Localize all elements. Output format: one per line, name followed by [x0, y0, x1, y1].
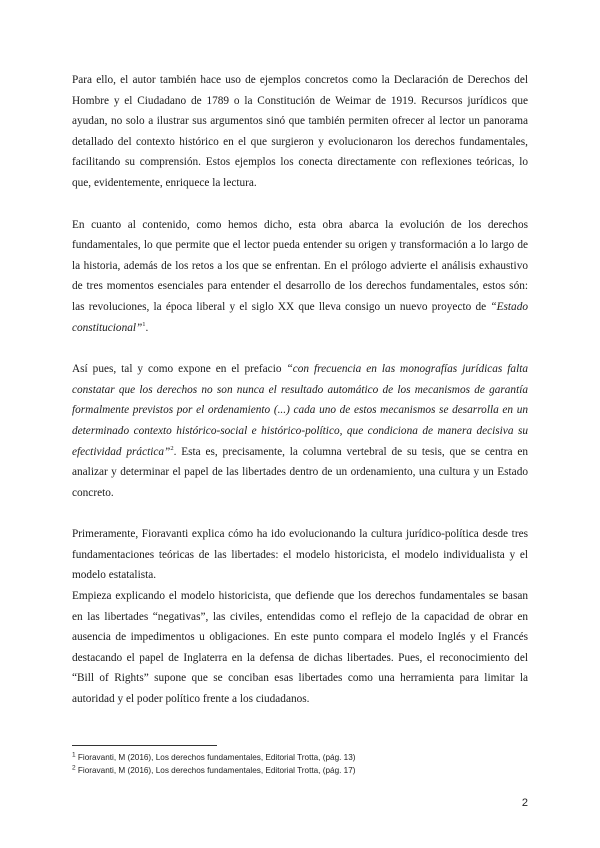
page-number: 2	[521, 797, 528, 809]
footnote-text: Fioravanti, M (2016), Los derechos fundamentales, Editorial Trotta, (pág. 13)	[75, 753, 356, 762]
footnote-text: Fioravanti, M (2016), Los derechos fundamentales, Editorial Trotta, (pág. 17)	[75, 765, 356, 775]
footnotes	[72, 752, 528, 777]
footnote-number: 1	[72, 751, 76, 759]
footnote-separator	[72, 745, 217, 746]
footnote-number: 2	[72, 763, 76, 771]
paragraph-5: Empieza explicando el modelo historicista, que defiende que los derechos fundamentales se basan en las libertades “negativas”, las civiles, entendidas como el reflejo de la capacidad de obrar en ausencia de impedimentos u obligaciones. En este punto compara el modelo Inglés y el Francés destacando el papel de Inglaterra en la defensa de dichas libertades. Pues, el reconocimiento del “Bill of Rights” supone que se conciban esas libertades como una herramienta para limitar la autoridad y el poder político frente a los ciudadanos.	[72, 590, 528, 706]
paragraph-3-quote: “con frecuencia en las monografías jurídicas falta constatar que los derechos no son nunca el resultado automático de los mecanismos de garantía formalmente previstos por el ordenamiento (...) cada uno de estos mecanismos se desarrolla en un determinado contexto histórico-social e histórico-político, que condiciona de manera decisiva su efectividad práctica”	[72, 363, 529, 458]
paragraph-1: Para ello, el autor también hace uso de ejemplos concretos como la Declaración de Derechos del Hombre y el Ciudadano de 1789 o la Constitución de Weimar de 1919. Recursos jurídicos que ayudan, no solo a ilustrar sus argumentos sinó que también permiten ofrecer al lector un panorama detallado del contexto histórico en el que surgieron y evolucionaron los derechos fundamentales, facilitando su comprensión. Estos ejemplos los conecta directamente con reflexiones teóricas, lo que, evidentemente, enriquece la lectura.	[72, 74, 528, 189]
paragraph-3-end: . Esta es, precisamente, la columna vertebral de su tesis, que se centra en analizar y determinar el papel de las libertades dentro de un ordenamiento, una cultura y un Estado concreto.	[72, 445, 528, 499]
paragraph-2-end: .	[145, 321, 149, 334]
paragraph-2	[72, 215, 528, 339]
footnote-ref-1[interactable]: 1	[142, 320, 146, 328]
footnote-item	[72, 752, 528, 765]
paragraph-4: Primeramente, Fioravanti explica cómo ha ido evolucionando la cultura jurídico-política desde tres fundamentaciones teóricas de las libertades: el modelo historicista, el modelo individualista y el modelo estatalista.	[72, 528, 528, 582]
paragraph-3-start: Así pues, tal y como expone en el prefacio	[72, 363, 287, 376]
paragraph-2-text: En cuanto al contenido, como hemos dicho, esta obra abarca la evolución de los derechos fundamentales, lo que permite que el lector pueda entender su origen y transformación a lo largo de la historia, además de los retos a los que se enfrentan. En el prólogo advierte el análisis exhaustivo de tres momentos esenciales para entender el desarrollo de los derechos fundamentales, estos són: las revoluciones, la época liberal y el siglo XX que lleva consigo un nuevo proyecto de	[72, 218, 528, 313]
paragraph-2-quote: “Estado constitucional”	[72, 300, 528, 334]
footnote-item	[72, 765, 528, 778]
paragraph-3	[72, 359, 528, 503]
body-text	[72, 70, 528, 710]
footnote-ref-2[interactable]: 2	[170, 444, 174, 452]
